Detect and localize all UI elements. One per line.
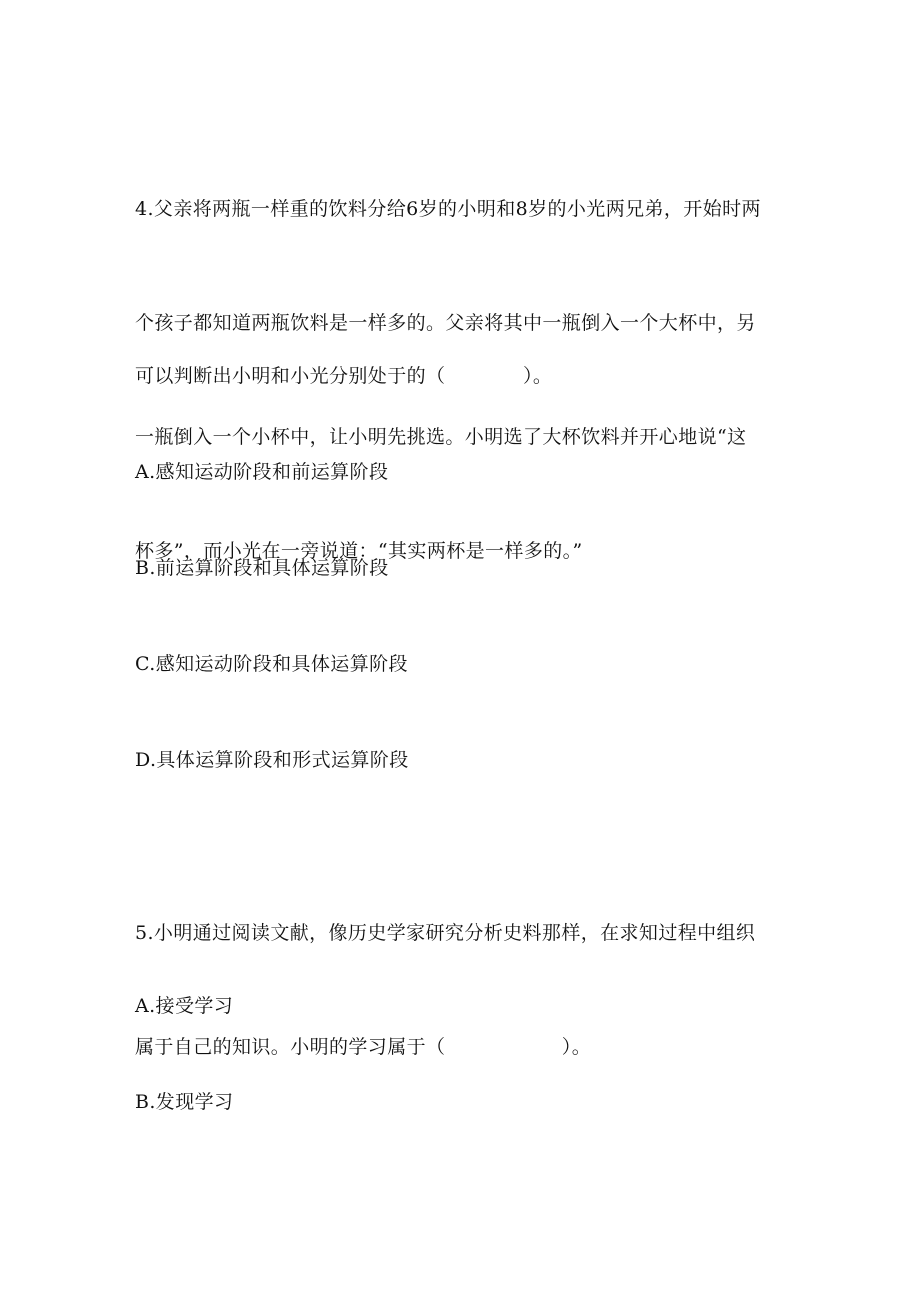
question-4-stem-line: 杯多”，而小光在一旁说道：“其实两杯是一样多的。” [135, 540, 583, 562]
question-4-option-a: A.感知运动阶段和前运算阶段 [135, 461, 389, 483]
question-5-option-a: A.接受学习 [135, 995, 234, 1017]
question-4-stem-line: 4.父亲将两瓶一样重的饮料分给6岁的小明和8岁的小光两兄弟，开始时两 [135, 198, 761, 220]
question-5-option-b: B.发现学习 [135, 1091, 234, 1113]
question-5-stem-line: 5.小明通过阅读文献，像历史学家研究分析史料那样，在求知过程中组织 [135, 922, 756, 944]
question-5-stem-line: 属于自己的知识。小明的学习属于（ ）。 [135, 1036, 592, 1058]
question-4-stem-line: 个孩子都知道两瓶饮料是一样多的。父亲将其中一瓶倒入一个大杯中，另 [135, 312, 756, 334]
question-4-prompt: 可以判断出小明和小光分别处于的（ ）。 [135, 365, 553, 387]
question-4-option-c: C.感知运动阶段和具体运算阶段 [135, 653, 408, 675]
question-4-stem-line: 一瓶倒入一个小杯中，让小明先挑选。小明选了大杯饮料并开心地说“这 [135, 426, 747, 448]
question-4-option-b: B.前运算阶段和具体运算阶段 [135, 557, 389, 579]
question-4-option-d: D.具体运算阶段和形式运算阶段 [135, 749, 409, 771]
